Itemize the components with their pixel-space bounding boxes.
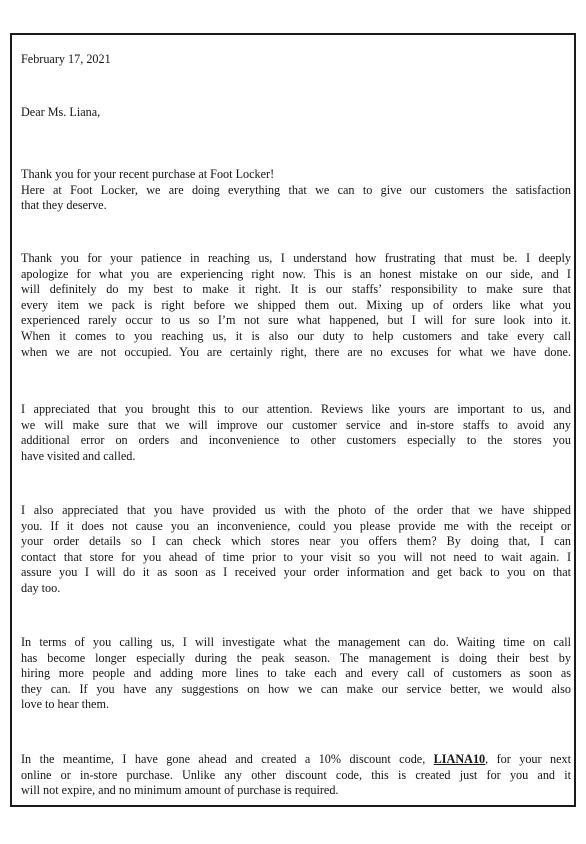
paragraph-line: every item we pack is right before we shipped them out. Mixing up of orders like what you	[21, 297, 571, 312]
paragraph-line: will not expire, and no minimum amount of purchase is required.	[21, 783, 339, 798]
paragraph-line: Thank you for your patience in reaching us, I understand how frustrating that must be. I deeply	[21, 251, 571, 265]
paragraph-line: Thank you for your recent purchase at Foot Locker!	[21, 167, 275, 181]
paragraph-calling	[21, 635, 571, 713]
letter-date: February 17, 2021	[21, 52, 111, 66]
paragraph-line	[21, 752, 571, 768]
letter-page	[10, 33, 576, 807]
paragraph-line: assure you I will do it as soon as I received your order information and get back to you on that	[21, 565, 571, 580]
paragraph-intro	[21, 167, 571, 214]
discount-text-before: In the meantime, I have gone ahead and created a 10% discount code,	[21, 752, 434, 766]
paragraph-line: In terms of you calling us, I will investigate what the management can do. Waiting time on call	[21, 635, 571, 649]
paragraph-photo	[21, 503, 571, 597]
paragraph-line: additional error on orders and inconvenience to other customers especially to the stores you	[21, 433, 571, 448]
paragraph-line: your order details so I can check which stores near you offers them? By doing that, I can	[21, 534, 571, 549]
paragraph-line: I appreciated that you brought this to our attention. Reviews like yours are important to us, and	[21, 402, 571, 416]
discount-text-after: , for your next	[485, 752, 571, 766]
letter-salutation: Dear Ms. Liana,	[21, 105, 101, 119]
paragraph-line: they can. If you have any suggestions on how we can make our service better, we would also	[21, 681, 571, 696]
paragraph-line: Here at Foot Locker, we are doing everything that we can to give our customers the satisfaction	[21, 182, 571, 197]
paragraph-line: you. If it does not cause you an inconvenience, could you please provide me with the receipt or	[21, 518, 571, 533]
paragraph-line: I also appreciated that you have provided us with the photo of the order that we have shipped	[21, 503, 571, 517]
paragraph-appreciation	[21, 402, 571, 464]
paragraph-line: hiring more people and adding more lines to take each and every call of customers as soon as	[21, 666, 571, 681]
paragraph-line: will definitely do my best to make it right. It is our staffs’ responsibility to make sure that	[21, 282, 571, 297]
discount-code: LIANA10	[433, 752, 486, 766]
paragraph-line: day too.	[21, 580, 61, 595]
paragraph-line: has become longer especially during the peak season. The management is doing their best by	[21, 650, 571, 665]
paragraph-line: we will make sure that we will improve our customer service and in-store staffs to avoid any	[21, 417, 571, 432]
paragraph-line: when we are not occupied. You are certainly right, there are no excuses for what we have done.	[21, 344, 571, 359]
paragraph-line: contact that store for you ahead of time prior to your visit so you will not need to wait again. I	[21, 549, 571, 564]
paragraph-line: have visited and called.	[21, 448, 136, 463]
paragraph-line: online or in-store purchase. Unlike any other discount code, this is created just for you and it	[21, 767, 571, 782]
paragraph-line: When it comes to you reaching us, it is also our duty to help customers and take every call	[21, 328, 571, 343]
paragraph-line: experienced rarely occur to us so I’m not sure what happened, but I will for sure look into it.	[21, 313, 571, 328]
paragraph-line: love to hear them.	[21, 697, 109, 712]
paragraph-line: that they deserve.	[21, 198, 107, 213]
paragraph-discount	[21, 752, 571, 799]
paragraph-apology	[21, 251, 571, 360]
paragraph-line: apologize for what you are experiencing right now. This is an honest mistake on our side, and I	[21, 266, 571, 281]
